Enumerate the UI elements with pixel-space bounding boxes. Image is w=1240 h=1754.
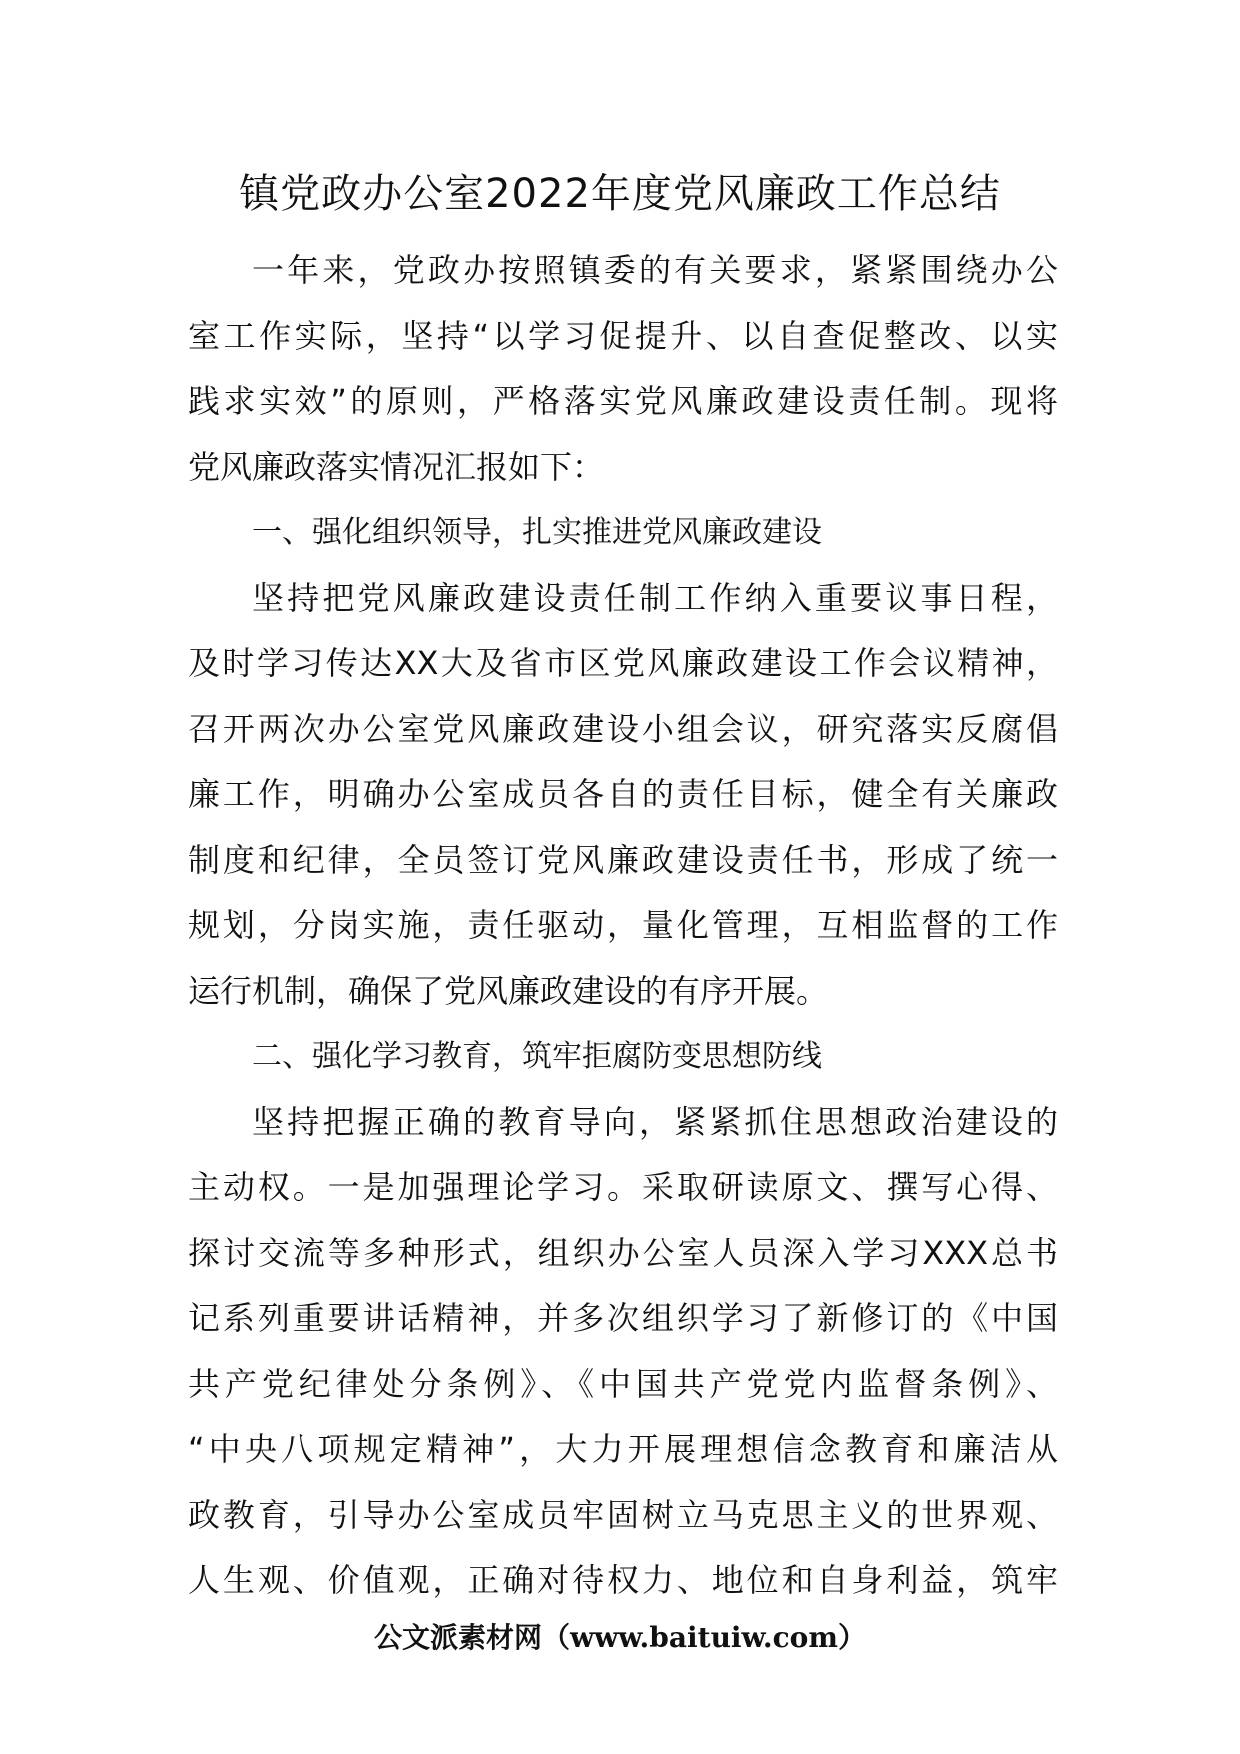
paragraph-line: 党风廉政落实情况汇报如下： <box>188 447 605 486</box>
paragraph-line: 及时学习传达XX大及省市区党风廉政建设工作会议精神， <box>188 644 1058 682</box>
paragraph-line: 坚持把握正确的教育导向，紧紧抓住思想政治建设的 <box>252 1102 1058 1141</box>
paragraph-line: 运行机制，确保了党风廉政建设的有序开展。 <box>188 971 829 1010</box>
paragraph-line: 室工作实际，坚持“以学习促提升、以自查促整改、以实 <box>188 316 1058 355</box>
paragraph-line: 坚持把党风廉政建设责任制工作纳入重要议事日程， <box>252 578 1058 617</box>
paragraph-line: 共产党纪律处分条例》、《中国共产党党内监督条例》、 <box>188 1364 1058 1403</box>
section-heading: 二、强化学习教育，筑牢拒腐防变思想防线 <box>252 1039 822 1074</box>
paragraph-line: 践求实效”的原则，严格落实党风廉政建设责任制。现将 <box>188 382 1058 420</box>
section-heading: 一、强化组织领导，扎实推进党风廉政建设 <box>252 515 822 550</box>
paragraph-line: 人生观、价值观，正确对待权力、地位和自身利益，筑牢 <box>188 1561 1058 1599</box>
paragraph-line: 规划，分岗实施，责任驱动，量化管理，互相监督的工作 <box>188 906 1058 944</box>
paragraph-line: “中央八项规定精神”，大力开展理想信念教育和廉洁从 <box>188 1430 1058 1468</box>
paragraph-line: 一年来，党政办按照镇委的有关要求，紧紧围绕办公 <box>252 251 1058 289</box>
footer-watermark: 公文派素材网（www.baituiw.com） <box>374 1621 866 1654</box>
paragraph-line: 主动权。一是加强理论学习。采取研读原文、撰写心得、 <box>188 1168 1058 1206</box>
document-body <box>188 238 1058 1614</box>
paragraph-line: 探讨交流等多种形式，组织办公室人员深入学习XXX总书 <box>188 1233 1058 1272</box>
paragraph-line: 记系列重要讲话精神，并多次组织学习了新修订的《中国 <box>188 1299 1058 1337</box>
paragraph-line: 政教育，引导办公室成员牢固树立马克思主义的世界观、 <box>188 1495 1058 1534</box>
document-title: 镇党政办公室2022年度党风廉政工作总结 <box>239 171 1001 217</box>
paragraph-line: 制度和纪律，全员签订党风廉政建设责任书，形成了统一 <box>188 840 1058 879</box>
paragraph-line: 召开两次办公室党风廉政建设小组会议，研究落实反腐倡 <box>188 709 1058 748</box>
paragraph-line: 廉工作，明确办公室成员各自的责任目标，健全有关廉政 <box>188 775 1058 813</box>
